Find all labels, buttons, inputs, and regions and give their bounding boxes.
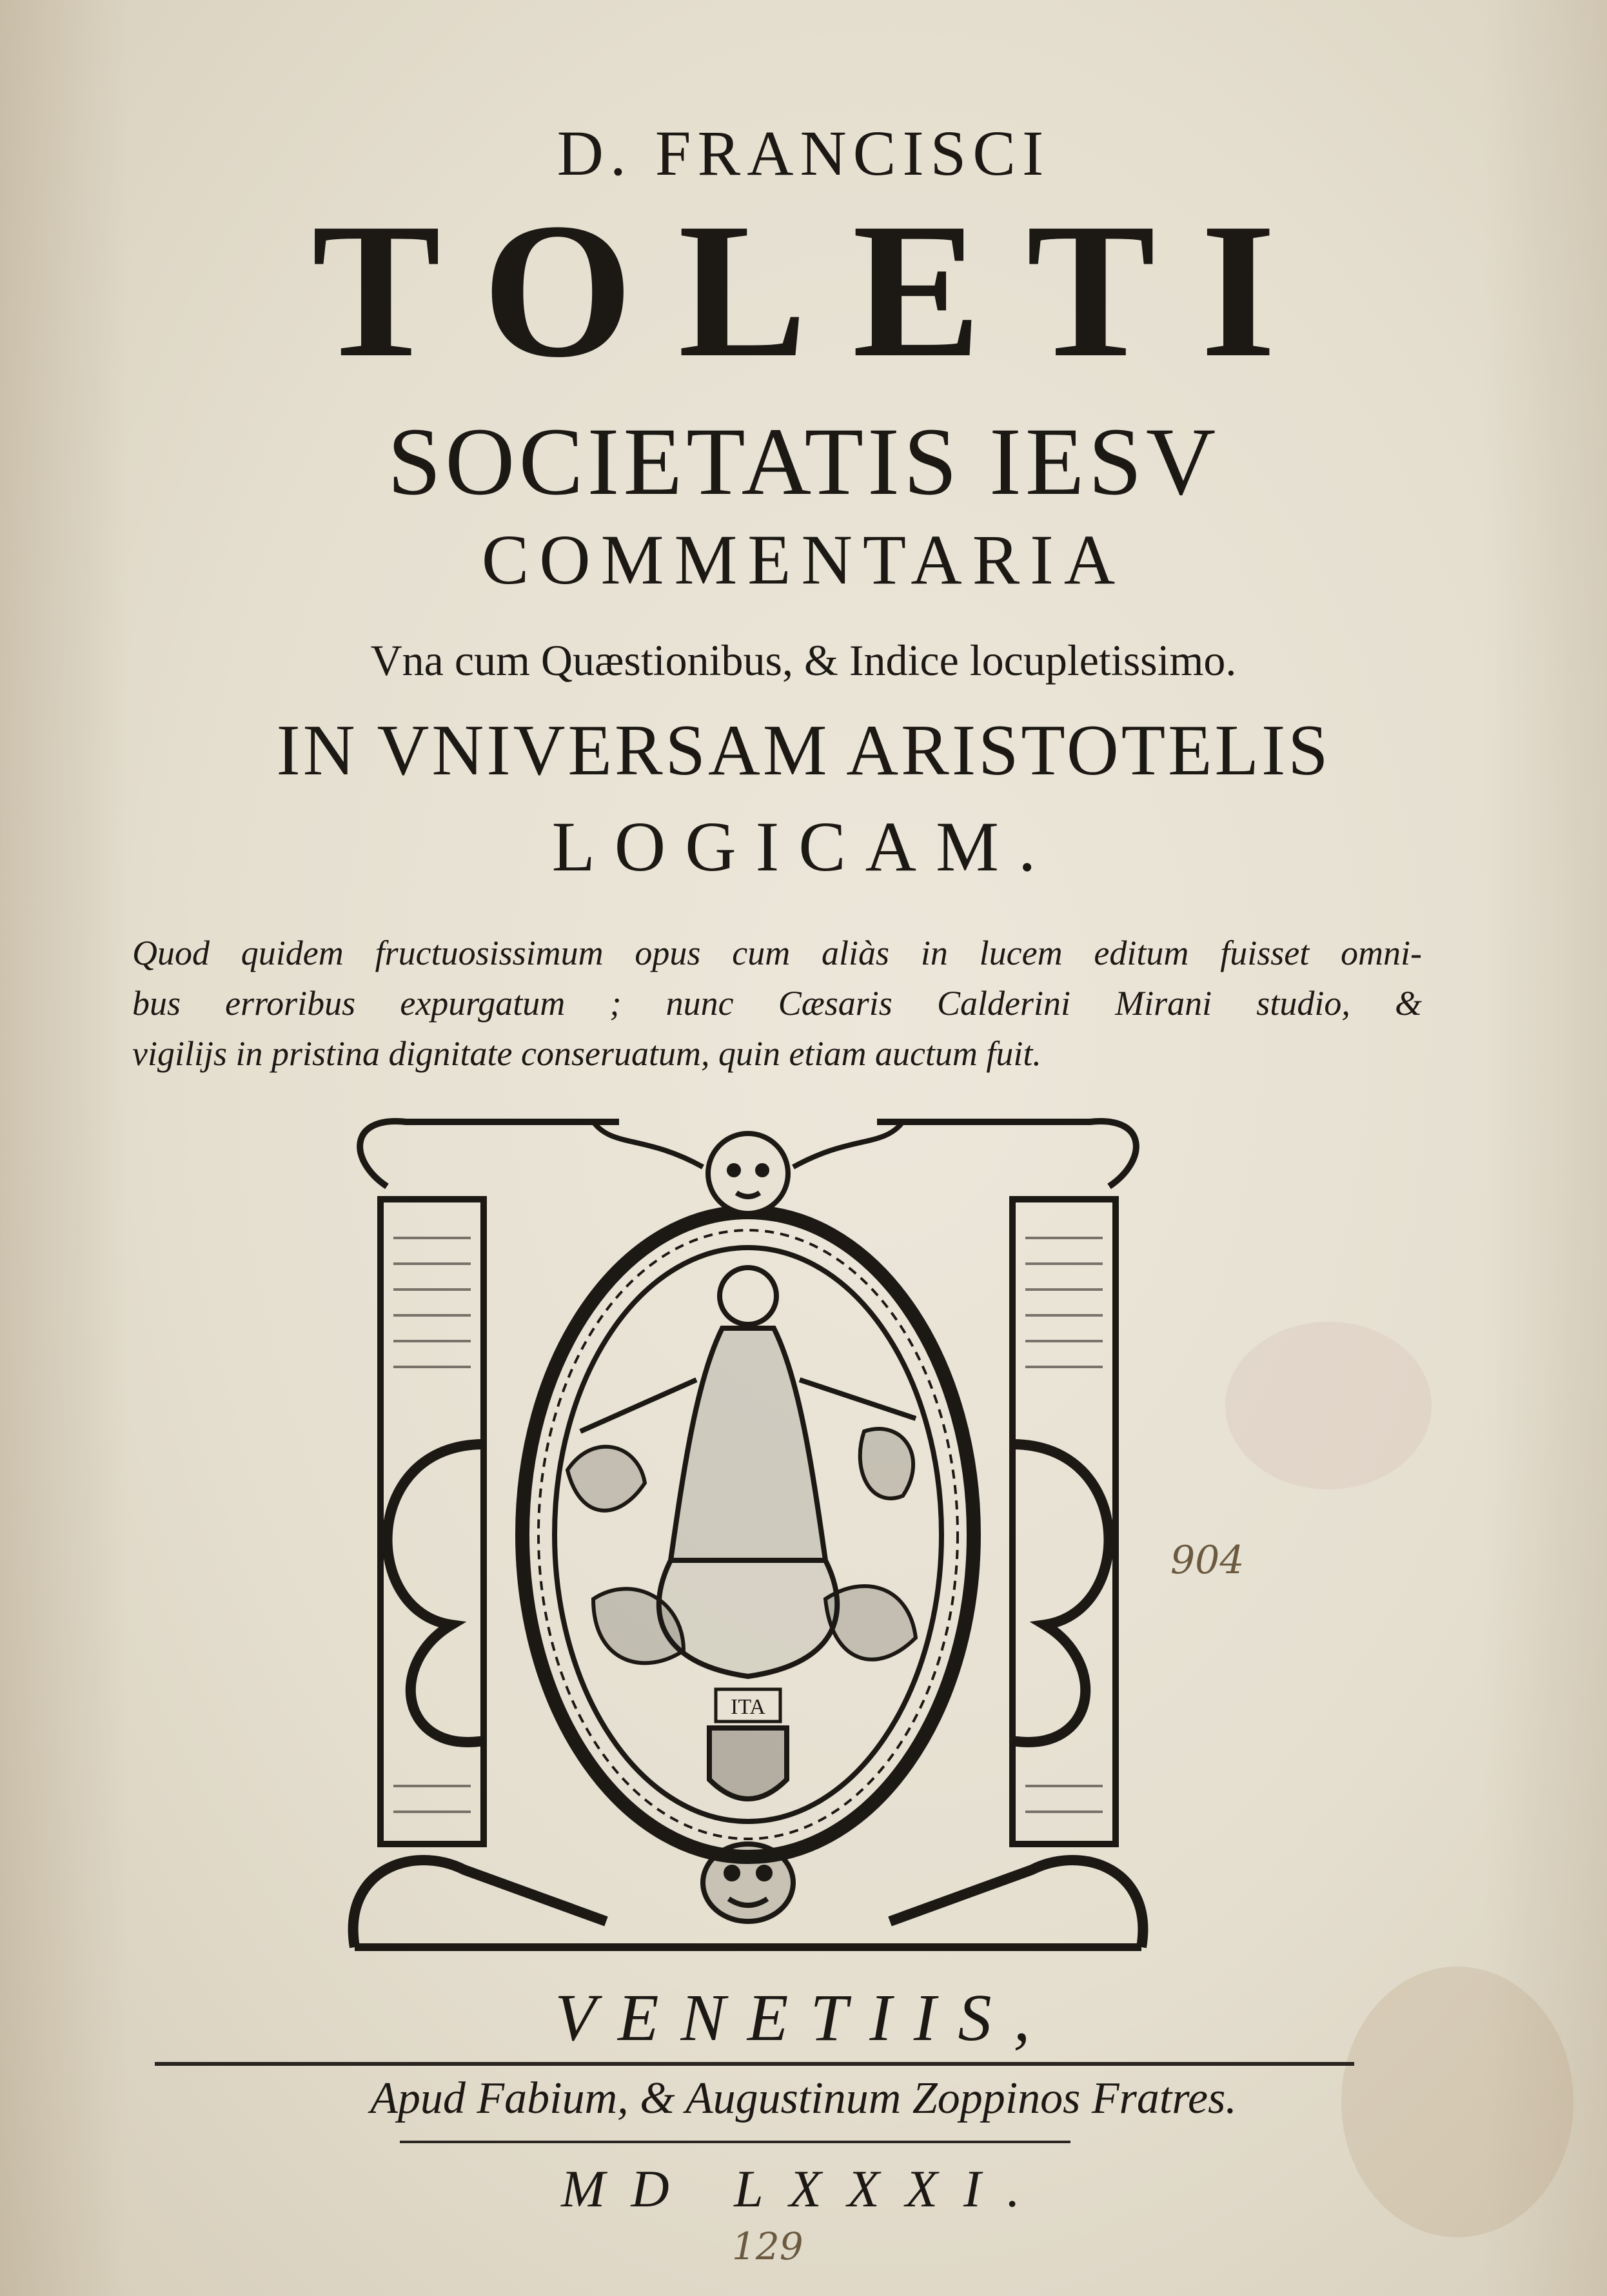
frame-base-right: [890, 1860, 1143, 1947]
grotesque-mask: [703, 1844, 793, 1921]
author-name: TOLETI: [311, 183, 1321, 397]
handwritten-margin-number: 904: [1170, 1538, 1245, 1583]
society-line: SOCIETATIS IESV: [387, 408, 1220, 515]
handwritten-bottom-number: 129: [732, 2224, 803, 2268]
shield-emblem: [709, 1728, 787, 1799]
frame-base-left: [353, 1860, 606, 1947]
description-line-3: vigilijs in pristina dignitate conseruatum, quin etiam auctum fuit.: [132, 1034, 1041, 1073]
frame-scroll-top-left: [360, 1121, 619, 1186]
imprint-printer: Apud Fabium, & Augustinum Zoppinos Fratres.: [370, 2074, 1237, 2123]
author-prefix: D. FRANCISCI: [557, 117, 1050, 189]
imprint-year: MD LXXXI.: [561, 2159, 1046, 2218]
cherub-head: [593, 1122, 903, 1213]
frame-pillar-right: [1012, 1199, 1116, 1844]
foxing-stain: [1225, 1322, 1432, 1489]
eagle-symbol: [567, 1447, 645, 1511]
subject-line: IN VNIVERSAM ARISTOTELIS: [276, 711, 1331, 790]
imprint-rule-top: [155, 2062, 1354, 2066]
imprint-place: VENETIIS,: [555, 1981, 1052, 2055]
ox-symbol: [825, 1586, 916, 1660]
work-title: COMMENTARIA: [481, 520, 1126, 599]
frame-scroll-left: [388, 1444, 484, 1742]
description-line-1: Quod quidem fructuosissimum opus cum aliàs in lucem editum fuisset omni-: [132, 934, 1422, 972]
printers-device-woodcut: [335, 1109, 1161, 1960]
frame-scroll-right: [1012, 1444, 1109, 1742]
frame-pillar-left: [380, 1199, 484, 1844]
ita-label: ITA: [731, 1695, 765, 1719]
angel-symbol: [860, 1429, 913, 1498]
imprint-rule-bottom: [400, 2141, 1070, 2143]
frame-scroll-top-right: [877, 1121, 1136, 1186]
subject-line-2: LOGICAM.: [551, 807, 1056, 886]
description-line-2: bus erroribus expurgatum ; nunc Cæsaris Calderini Mirani studio, &: [132, 984, 1422, 1023]
subtitle-line: Vna cum Quæstionibus, & Indice locupletissimo.: [370, 636, 1237, 685]
